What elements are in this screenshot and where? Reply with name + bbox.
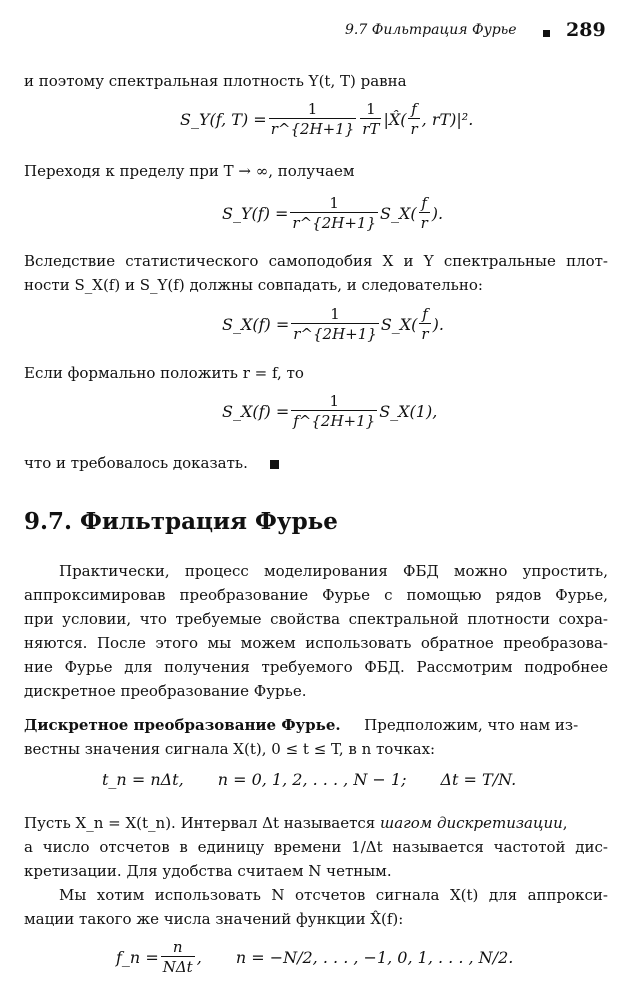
eq3-mid: S_X( [380, 315, 418, 334]
eq1-fraction-1 [269, 100, 357, 139]
eq6-lhs: f_n = [116, 948, 159, 967]
equation-2 [222, 194, 443, 233]
text-line-3a: Вследствие статистического самоподобия X и Y спектральные плот- [24, 252, 608, 270]
qed-square-icon [270, 460, 279, 469]
eq5-part-c: Δt = T/N. [440, 770, 517, 789]
qed-text: что и требовалось доказать. [24, 454, 248, 472]
eq3-frac2-num: f [422, 305, 428, 323]
equation-6 [116, 938, 513, 977]
equation-3 [222, 305, 444, 344]
para1-line-6: дискретное преобразование Фурье. [24, 682, 307, 700]
para4-line-2: мации такого же числа значений функции X̂(f): [24, 910, 404, 928]
eq3-fraction-1 [291, 305, 379, 344]
eq1-fraction-3 [408, 100, 419, 139]
eq1-rhs-a: |X̂( [383, 110, 407, 129]
para3-line-1 [24, 812, 608, 834]
eq3-lhs: S_X(f) = [222, 315, 290, 334]
eq3-frac1-num: 1 [330, 305, 340, 323]
eq4-rhs: S_X(1), [379, 402, 438, 421]
eq5-part-a: t_n = nΔt, [102, 770, 184, 789]
eq1-frac3-den: r [410, 120, 418, 138]
para1-line-2: аппроксимировав преобразование Фурье с помощью рядов Фурье, [24, 586, 608, 604]
text-line-5 [24, 452, 608, 474]
equation-4 [222, 392, 437, 431]
eq1-lhs: S_Y(f, T) = [180, 110, 267, 129]
eq1-frac1-den: r^{2H+1} [270, 120, 355, 138]
eq2-frac2-den: r [420, 214, 428, 232]
eq1-fraction-2 [360, 100, 381, 139]
page-number: 289 [566, 19, 606, 41]
eq2-frac1-num: 1 [329, 194, 339, 212]
eq6-frac-den: NΔt [162, 958, 193, 976]
subsection-heading: Дискретное преобразование Фурье. [24, 716, 341, 734]
para2-line-1-rest: Предположим, что нам из- [364, 716, 579, 734]
para2-line-2: вестны значения сигнала X(t), 0 ≤ t ≤ T, в n точках: [24, 740, 436, 758]
para1-line-1: Практически, процесс моделирования ФБД можно упростить, [59, 562, 608, 580]
eq4-lhs: S_X(f) = [222, 402, 290, 421]
eq2-frac1-den: r^{2H+1} [292, 214, 376, 232]
para2-line-1 [24, 714, 608, 736]
eq2-lhs: S_Y(f) = [222, 204, 289, 223]
eq1-rhs-b: , rT)|². [421, 110, 474, 129]
para1-line-4: няются. После этого мы можем использовать обратное преобразова- [24, 634, 608, 652]
eq2-fraction-1 [290, 194, 378, 233]
para3-line-3: кретизации. Для удобства считаем N четным. [24, 862, 392, 880]
eq3-fraction-2 [419, 305, 430, 344]
eq3-frac1-den: r^{2H+1} [293, 325, 377, 343]
header-bullet-square [543, 30, 550, 37]
para1-line-5: ние Фурье для получения требуемого ФБД. Рассмотрим подробнее [24, 658, 608, 676]
eq1-frac2-num: 1 [366, 100, 376, 118]
eq2-mid: S_X( [379, 204, 417, 223]
text-line-3b: ности S_X(f) и S_Y(f) должны совпадать, и следовательно: [24, 276, 483, 294]
eq6-fraction [161, 938, 195, 977]
para3-line-1-a: Пусть X_n = X(t_n). Интервал Δt называется [24, 814, 381, 832]
term-sampling-step: шагом дискретизации [380, 814, 563, 832]
eq3-frac2-den: r [421, 325, 429, 343]
eq6-frac-num: n [172, 938, 183, 956]
eq2-frac2-num: f [421, 194, 427, 212]
para4-line-1: Мы хотим использовать N отсчетов сигнала X(t) для аппрокси- [59, 886, 608, 904]
eq3-end: ). [432, 315, 444, 334]
section-title: 9.7. Фильтрация Фурье [24, 508, 338, 535]
eq4-frac-num: 1 [329, 392, 339, 410]
eq4-fraction [291, 392, 377, 431]
eq1-frac2-den: rT [362, 120, 380, 138]
eq1-frac3-num: f [411, 100, 417, 118]
para3-line-2: а число отсчетов в единицу времени 1/Δt называется частотой дис- [24, 838, 608, 856]
eq6-rhs: n = −N/2, . . . , −1, 0, 1, . . . , N/2. [235, 948, 514, 967]
para3-line-1-b: , [562, 814, 568, 832]
text-line-2: Переходя к пределу при T → ∞, получаем [24, 162, 355, 180]
para1-line-3: при условии, что требуемые свойства спектральной плотности сохра- [24, 610, 608, 628]
equation-1 [180, 100, 473, 139]
eq2-fraction-2 [419, 194, 430, 233]
eq2-end: ). [431, 204, 444, 223]
running-header-section: 9.7 Фильтрация Фурье [345, 22, 517, 38]
eq1-frac1-num: 1 [307, 100, 318, 118]
text-line-1: и поэтому спектральная плотность Y(t, T) равна [24, 72, 407, 90]
eq5-part-b: n = 0, 1, 2, . . . , N − 1; [217, 770, 407, 789]
eq4-frac-den: f^{2H+1} [293, 412, 376, 430]
equation-5 [102, 770, 516, 789]
text-line-4: Если формально положить r = f, то [24, 364, 304, 382]
eq6-comma: , [196, 948, 202, 967]
